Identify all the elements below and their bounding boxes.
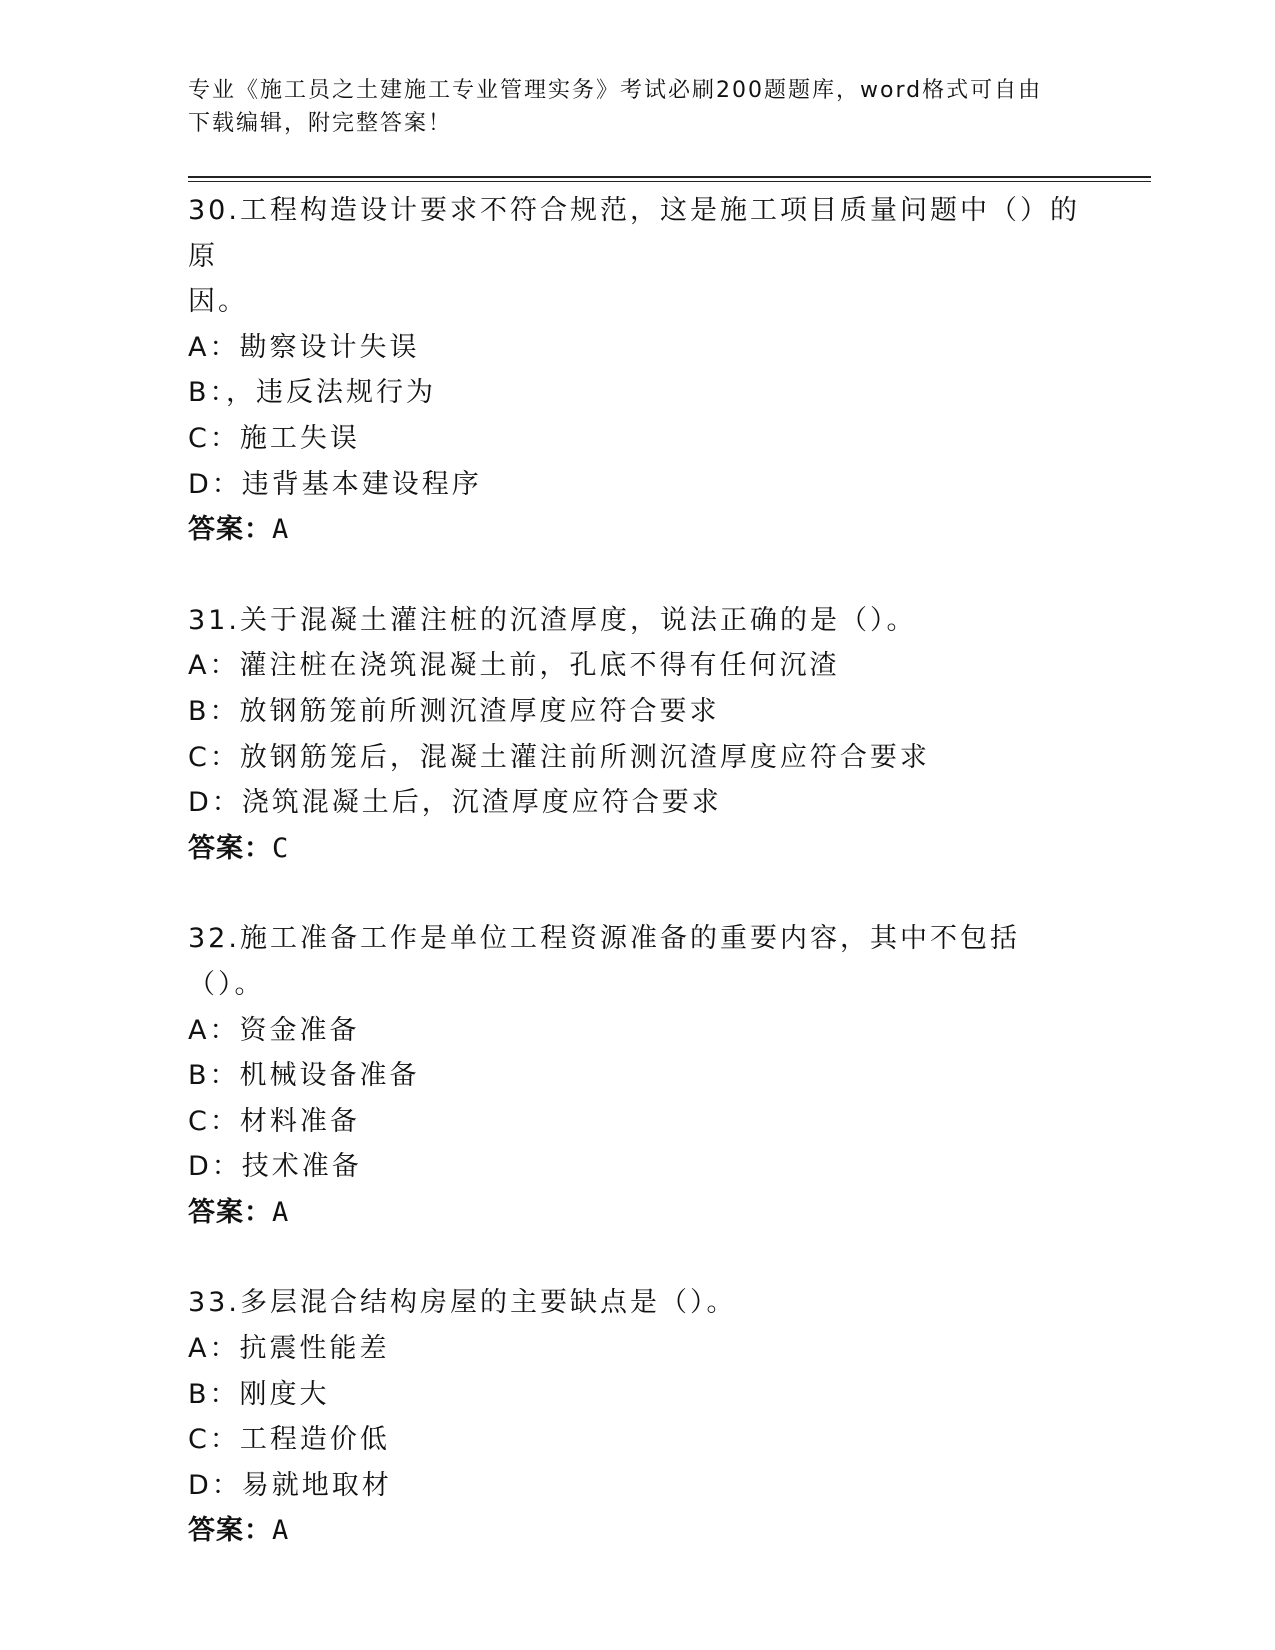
answer-label: 答案： — [188, 514, 272, 546]
answer-label: 答案： — [188, 1196, 272, 1228]
option-b: B：放钢筋笼前所测沉渣厚度应符合要求 — [188, 695, 720, 727]
answer-value: A — [272, 1196, 289, 1228]
answer-value: C — [272, 832, 289, 864]
option-d: D：违背基本建设程序 — [188, 468, 482, 500]
question-33 — [188, 1280, 1088, 1554]
option-c: C：工程造价低 — [188, 1424, 390, 1456]
header-line-2: 下载编辑，附完整答案！ — [188, 111, 453, 136]
answer-label: 答案： — [188, 1515, 272, 1547]
header-divider-thick — [188, 176, 1151, 178]
question-30 — [188, 188, 1088, 553]
question-stem: 33.多层混合结构房屋的主要缺点是（）。 — [188, 1287, 737, 1319]
option-d: D：技术准备 — [188, 1151, 362, 1183]
option-c: C：材料准备 — [188, 1105, 360, 1137]
document-header — [188, 74, 1088, 140]
answer-value: A — [272, 1515, 289, 1547]
question-stem: 32.施工准备工作是单位工程资源准备的重要内容，其中不包括（）。 — [188, 923, 1020, 1000]
option-a: A：勘察设计失误 — [188, 331, 420, 363]
option-b: B：机械设备准备 — [188, 1060, 420, 1092]
answer-line — [188, 507, 1088, 553]
answer-value: A — [272, 514, 289, 546]
option-d: D：浇筑混凝土后，沉渣厚度应符合要求 — [188, 787, 722, 819]
answer-line — [188, 1508, 1088, 1554]
question-stem: 31.关于混凝土灌注桩的沉渣厚度，说法正确的是（）。 — [188, 604, 917, 636]
option-a: A：资金准备 — [188, 1014, 360, 1046]
option-a: A：抗震性能差 — [188, 1333, 390, 1365]
option-c: C：施工失误 — [188, 422, 360, 454]
answer-line — [188, 826, 1088, 872]
answer-line — [188, 1190, 1088, 1236]
question-32 — [188, 916, 1088, 1235]
option-b: B：，违反法规行为 — [188, 377, 437, 409]
option-b: B：刚度大 — [188, 1378, 330, 1410]
question-list — [188, 188, 1088, 1599]
option-a: A：灌注桩在浇筑混凝土前，孔底不得有任何沉渣 — [188, 650, 840, 682]
answer-label: 答案： — [188, 832, 272, 864]
question-31 — [188, 598, 1088, 872]
option-c: C：放钢筋笼后，混凝土灌注前所测沉渣厚度应符合要求 — [188, 741, 930, 773]
option-d: D：易就地取材 — [188, 1469, 392, 1501]
question-stem-continued: 因。 — [188, 286, 248, 318]
question-stem: 30.工程构造设计要求不符合规范，这是施工项目质量问题中（）的原 — [188, 195, 1080, 272]
header-divider-thin — [188, 181, 1151, 182]
header-line-1: 专业《施工员之土建施工专业管理实务》考试必刷200题题库，word格式可自由 — [188, 78, 1043, 103]
